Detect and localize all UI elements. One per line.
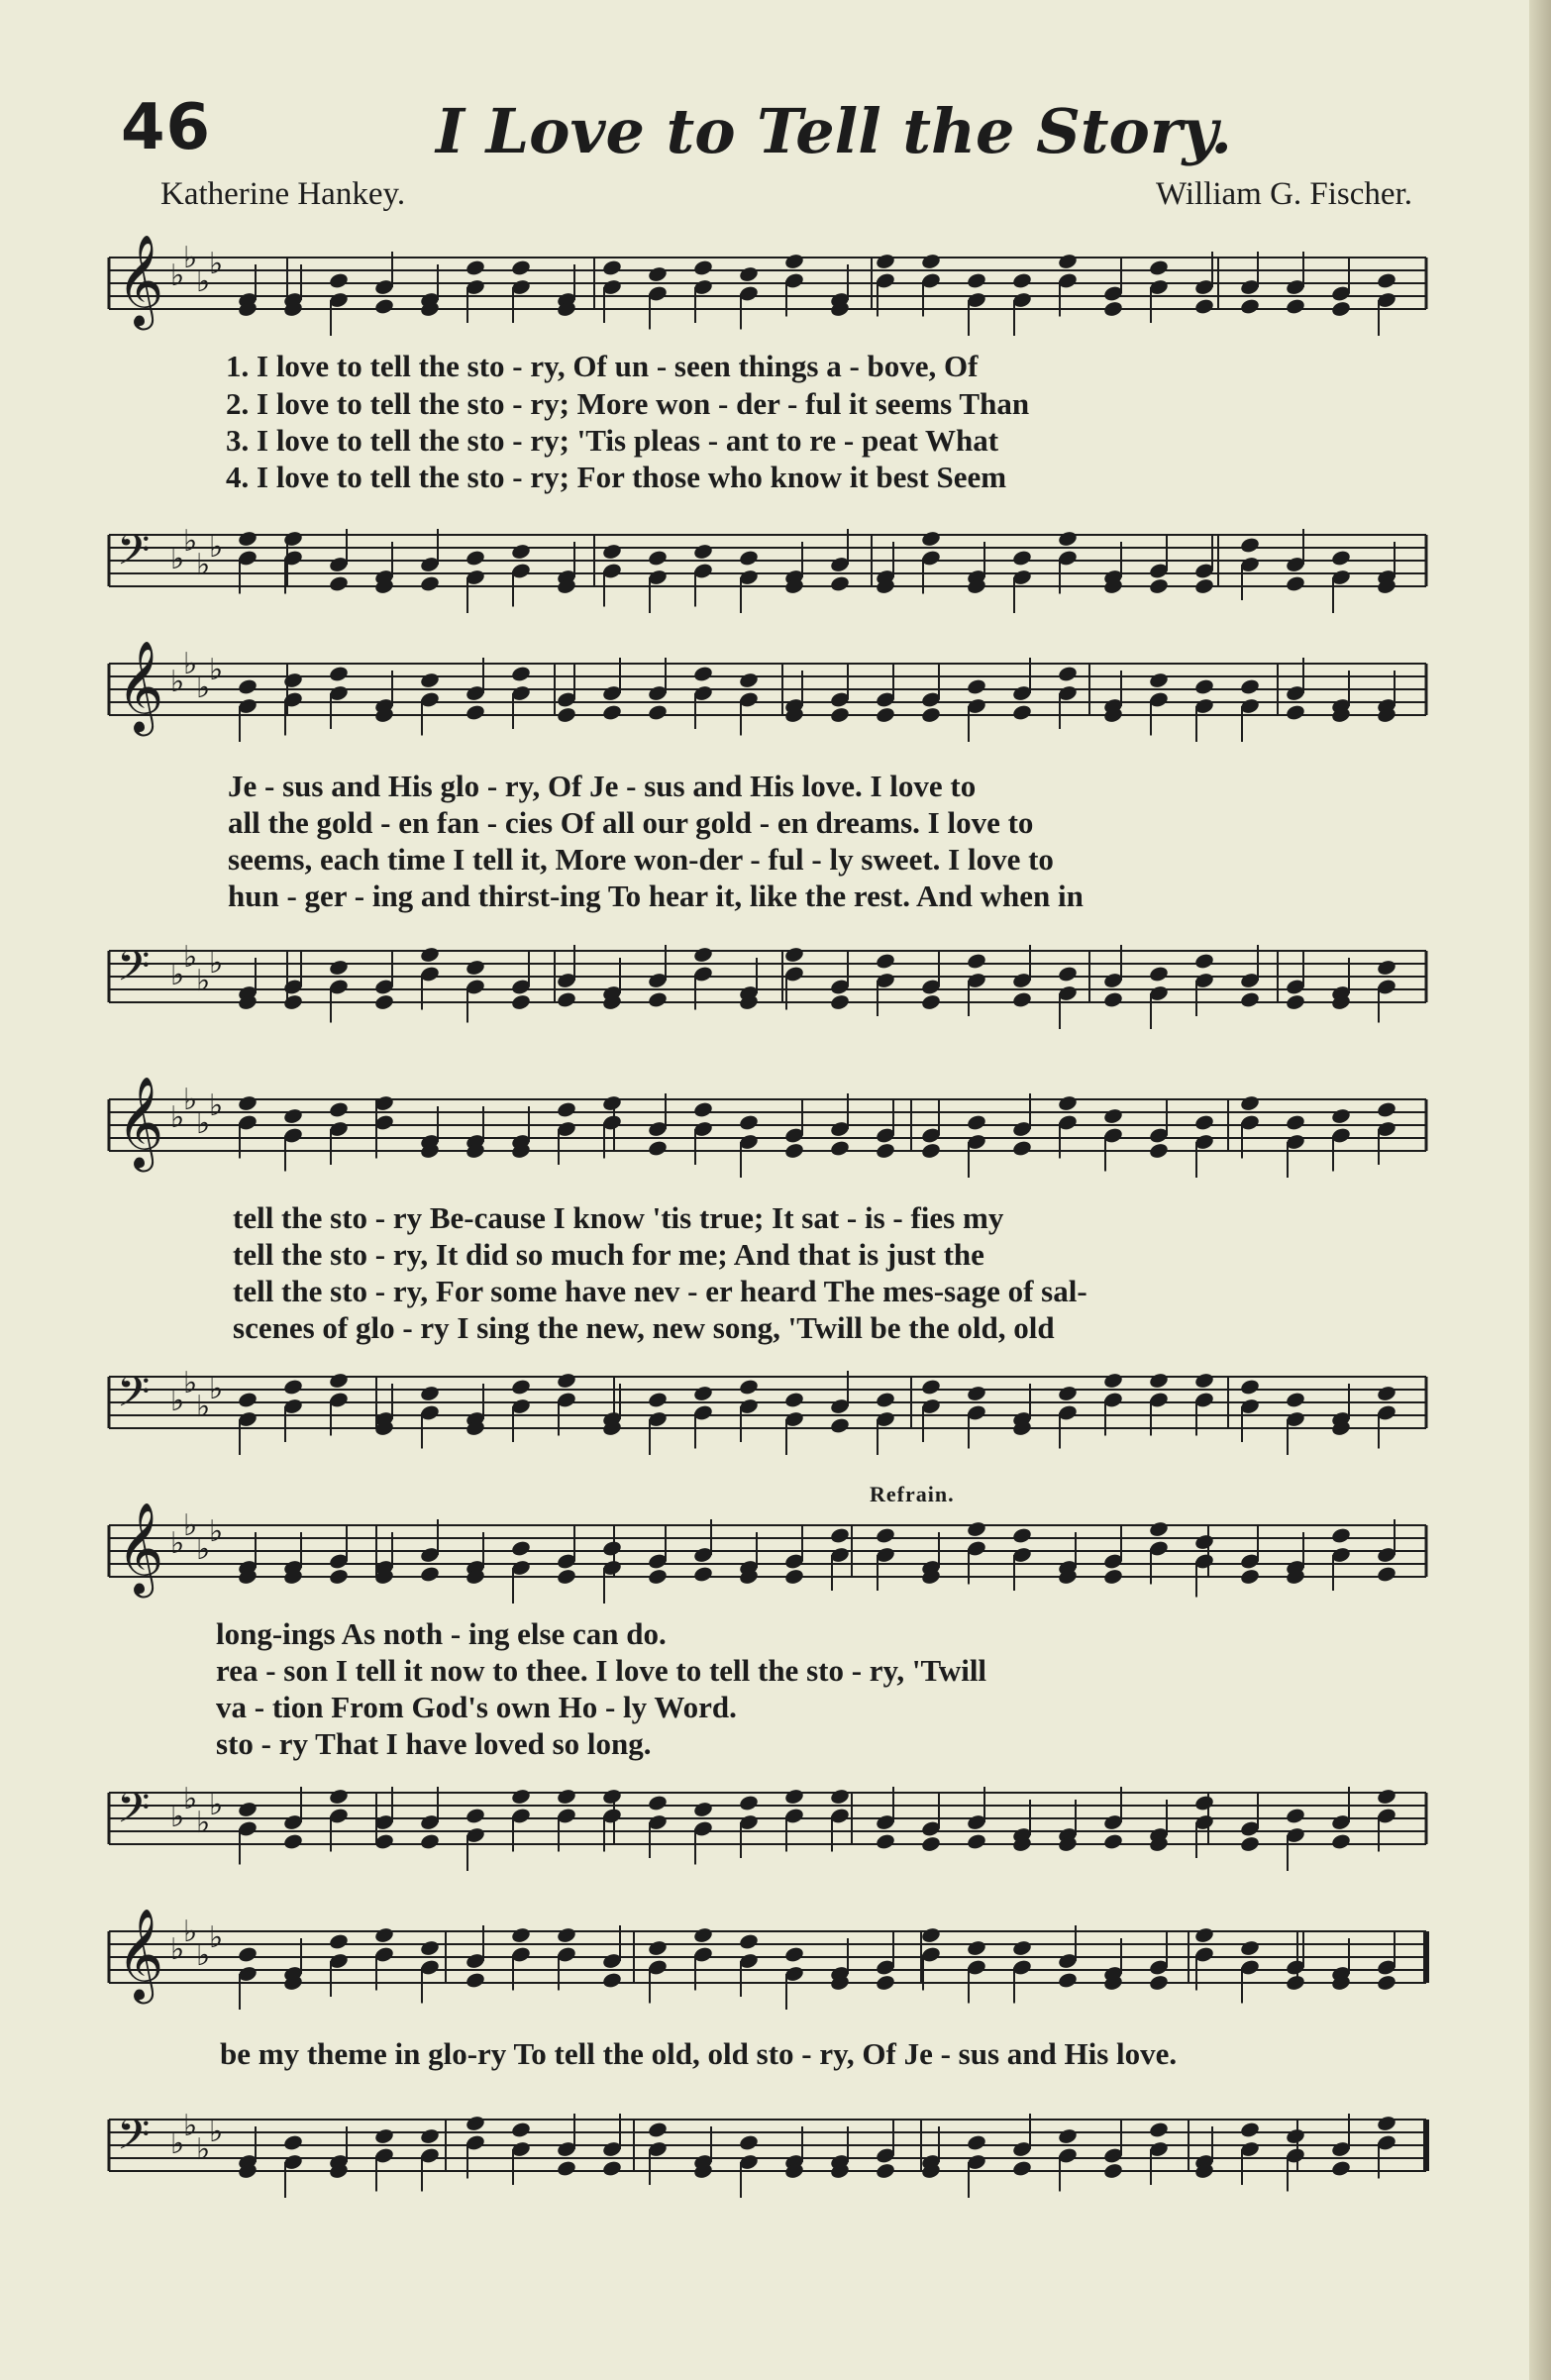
note-head: [1011, 1139, 1032, 1157]
note-head: [647, 1139, 668, 1157]
flat-sign-icon: ♭: [209, 530, 224, 565]
note-head: [556, 1100, 576, 1118]
note-head: [875, 1142, 895, 1160]
note-head: [1011, 703, 1032, 721]
note-head: [829, 1139, 850, 1157]
flat-sign-icon: ♭: [170, 259, 185, 293]
note-head: [556, 1568, 576, 1586]
note-head: [419, 1565, 440, 1583]
note-head: [328, 1100, 349, 1118]
note-head: [1285, 703, 1305, 721]
note-head: [783, 253, 804, 270]
note-head: [1376, 271, 1396, 289]
note-head: [282, 530, 303, 548]
note-head: [1102, 300, 1123, 318]
treble-staff-system-2: [0, 640, 1551, 753]
note-head: [237, 1094, 258, 1112]
note-head: [920, 1378, 941, 1396]
bass-staff-system-5: [0, 2090, 1551, 2219]
flat-sign-icon: ♭: [170, 1100, 185, 1135]
note-head: [1102, 990, 1123, 1008]
note-head: [1376, 959, 1396, 977]
hymn-title: I Love to Tell the Story.: [436, 95, 1233, 167]
note-head: [373, 993, 394, 1011]
bass-clef-icon: 𝄢: [117, 1368, 151, 1427]
note-head: [601, 543, 622, 561]
note-head: [510, 543, 531, 561]
note-head: [875, 1391, 895, 1408]
note-head: [1376, 1974, 1396, 1992]
note-head: [966, 2133, 986, 2151]
note-head: [1330, 300, 1351, 318]
treble-staff-system-5: [0, 1908, 1551, 2020]
flat-sign-icon: ♭: [209, 1372, 224, 1406]
note-head: [237, 677, 258, 695]
note-head: [465, 703, 485, 721]
note-head: [1057, 1385, 1078, 1402]
note-head: [1376, 1565, 1396, 1583]
note-head: [692, 1100, 713, 1118]
note-head: [510, 993, 531, 1011]
note-head: [1193, 1533, 1214, 1551]
note-head: [783, 946, 804, 964]
flat-sign-icon: ♭: [209, 1088, 224, 1123]
note-head: [1285, 1391, 1305, 1408]
note-head: [601, 259, 622, 276]
note-head: [1285, 1807, 1305, 1824]
note-head: [920, 1835, 941, 1853]
note-head: [373, 297, 394, 315]
bass-staff-system-2: [0, 921, 1551, 1050]
note-head: [966, 1939, 986, 1957]
note-head: [1376, 1385, 1396, 1402]
note-head: [1239, 1568, 1260, 1586]
note-head: [1239, 1835, 1260, 1853]
note-head: [328, 1932, 349, 1950]
note-head: [1193, 1372, 1214, 1390]
note-head: [1148, 577, 1169, 595]
note-head: [829, 574, 850, 592]
note-head: [966, 1385, 986, 1402]
note-head: [1330, 2159, 1351, 2177]
note-head: [738, 265, 759, 283]
flat-sign-icon: ♭: [170, 1800, 185, 1834]
flat-sign-icon: ♭: [209, 1514, 224, 1549]
flat-sign-icon: ♭: [170, 958, 185, 992]
lyric-verse-3-line-3: tell the sto - ry, For some have nev - er heard The mes-sage of sal-: [233, 1274, 1087, 1308]
note-head: [875, 253, 895, 270]
note-head: [829, 1788, 850, 1806]
note-head: [1239, 990, 1260, 1008]
note-head: [738, 1794, 759, 1811]
flat-sign-icon: ♭: [196, 1938, 211, 1973]
note-head: [1239, 297, 1260, 315]
lyric-verse-4-line-3: scenes of glo - ry I sing the new, new song, 'Twill be the old, old: [233, 1310, 1055, 1345]
lyric-verse-1-line-2: Je - sus and His glo - ry, Of Je - sus and His love. I love to: [228, 769, 977, 803]
note-head: [1148, 672, 1169, 689]
lyric-verse-4-line-4: sto - ry That I have loved so long.: [216, 1726, 652, 1761]
flat-sign-icon: ♭: [183, 940, 198, 975]
note-head: [783, 1142, 804, 1160]
note-head: [829, 706, 850, 724]
lyric-verse-3-line-4: va - tion From God's own Ho - ly Word.: [216, 1690, 737, 1724]
page-edge: [1529, 0, 1551, 2380]
note-head: [1011, 271, 1032, 289]
note-head: [601, 703, 622, 721]
note-head: [1285, 574, 1305, 592]
note-head: [510, 1539, 531, 1557]
note-head: [419, 672, 440, 689]
flat-sign-icon: ♭: [170, 665, 185, 699]
note-head: [738, 1932, 759, 1950]
note-head: [419, 574, 440, 592]
flat-sign-icon: ♭: [209, 1920, 224, 1955]
note-head: [1011, 549, 1032, 567]
note-head: [282, 1107, 303, 1125]
note-head: [1285, 1974, 1305, 1992]
author-credit: Katherine Hankey.: [160, 176, 406, 212]
note-head: [237, 1391, 258, 1408]
note-head: [1057, 530, 1078, 548]
bass-clef-icon: 𝄢: [117, 942, 151, 1001]
note-head: [692, 946, 713, 964]
note-head: [556, 706, 576, 724]
note-head: [875, 1974, 895, 1992]
note-head: [1148, 965, 1169, 983]
note-head: [875, 706, 895, 724]
lyric-verse-4-line-1: 4. I love to tell the sto - ry; For those who know it best Seem: [226, 460, 1007, 494]
note-head: [829, 993, 850, 1011]
note-head: [1011, 2159, 1032, 2177]
note-head: [875, 1526, 895, 1544]
note-head: [966, 1113, 986, 1131]
composer-credit: William G. Fischer.: [1156, 176, 1412, 212]
note-head: [738, 672, 759, 689]
note-head: [783, 1391, 804, 1408]
bass-staff-system-3: [0, 1347, 1551, 1476]
lyric-verse-2-line-3: tell the sto - ry, It did so much for me; And that is just the: [233, 1237, 984, 1272]
note-head: [966, 952, 986, 970]
note-head: [1330, 1832, 1351, 1850]
note-head: [1193, 297, 1214, 315]
note-head: [1011, 990, 1032, 1008]
note-head: [829, 1416, 850, 1434]
note-head: [282, 1378, 303, 1396]
flat-sign-icon: ♭: [196, 964, 211, 998]
lyric-refrain-line-5: be my theme in glo-ry To tell the old, old sto - ry, Of Je - sus and His love.: [220, 2036, 1178, 2071]
note-head: [783, 1788, 804, 1806]
note-head: [920, 1142, 941, 1160]
flat-sign-icon: ♭: [209, 653, 224, 687]
note-head: [966, 1832, 986, 1850]
note-head: [601, 1539, 622, 1557]
note-head: [966, 677, 986, 695]
note-head: [1239, 536, 1260, 554]
flat-sign-icon: ♭: [209, 1788, 224, 1822]
note-head: [328, 1788, 349, 1806]
note-head: [419, 1939, 440, 1957]
note-head: [465, 959, 485, 977]
note-head: [1057, 965, 1078, 983]
note-head: [328, 1568, 349, 1586]
flat-sign-icon: ♭: [196, 264, 211, 299]
note-head: [738, 1378, 759, 1396]
note-head: [1011, 1526, 1032, 1544]
note-head: [1057, 1971, 1078, 1989]
flat-sign-icon: ♭: [196, 548, 211, 582]
note-head: [829, 1526, 850, 1544]
flat-sign-icon: ♭: [183, 1914, 198, 1949]
note-head: [282, 2133, 303, 2151]
flat-sign-icon: ♭: [183, 1508, 198, 1543]
note-head: [282, 993, 303, 1011]
note-head: [1193, 1794, 1214, 1811]
note-head: [328, 1372, 349, 1390]
flat-sign-icon: ♭: [209, 247, 224, 281]
note-head: [419, 1385, 440, 1402]
note-head: [1330, 1526, 1351, 1544]
flat-sign-icon: ♭: [170, 1384, 185, 1418]
flat-sign-icon: ♭: [183, 647, 198, 681]
note-head: [556, 1926, 576, 1944]
lyric-verse-4-line-2: hun - ger - ing and thirst-ing To hear it, like the rest. And when in: [228, 879, 1084, 913]
note-head: [510, 2121, 531, 2138]
flat-sign-icon: ♭: [183, 1782, 198, 1816]
note-head: [647, 1794, 668, 1811]
note-head: [237, 1801, 258, 1818]
bass-clef-icon: 𝄢: [117, 526, 151, 585]
note-head: [328, 271, 349, 289]
flat-sign-icon: ♭: [183, 241, 198, 275]
note-head: [1057, 1094, 1078, 1112]
note-head: [692, 665, 713, 682]
note-head: [465, 549, 485, 567]
note-head: [419, 946, 440, 964]
note-head: [920, 253, 941, 270]
note-head: [920, 706, 941, 724]
lyric-verse-3-line-2: seems, each time I tell it, More won-der - ful - ly sweet. I love to: [228, 842, 1054, 877]
note-head: [1376, 1100, 1396, 1118]
note-head: [647, 703, 668, 721]
note-head: [237, 1945, 258, 1963]
hymn-number: 46: [121, 91, 212, 164]
note-head: [966, 1520, 986, 1538]
note-head: [1285, 993, 1305, 1011]
note-head: [556, 1372, 576, 1390]
treble-staff-system-4: [0, 1501, 1551, 1614]
note-head: [465, 259, 485, 276]
flat-sign-icon: ♭: [170, 542, 185, 576]
note-head: [373, 1926, 394, 1944]
note-head: [692, 259, 713, 276]
note-head: [1102, 1372, 1123, 1390]
note-head: [783, 1945, 804, 1963]
note-head: [1193, 577, 1214, 595]
note-head: [647, 1939, 668, 1957]
note-head: [920, 993, 941, 1011]
note-head: [601, 1971, 622, 1989]
note-head: [920, 530, 941, 548]
note-head: [738, 549, 759, 567]
note-head: [556, 2159, 576, 2177]
note-head: [692, 1926, 713, 1944]
note-head: [1239, 677, 1260, 695]
flat-sign-icon: ♭: [183, 2109, 198, 2143]
note-head: [1285, 297, 1305, 315]
note-head: [738, 1113, 759, 1131]
note-head: [1239, 2121, 1260, 2138]
note-head: [510, 665, 531, 682]
note-head: [1057, 2127, 1078, 2145]
note-head: [875, 2162, 895, 2180]
note-head: [465, 2115, 485, 2132]
note-head: [1285, 1113, 1305, 1131]
note-head: [510, 1788, 531, 1806]
note-head: [1239, 1378, 1260, 1396]
flat-sign-icon: ♭: [196, 671, 211, 705]
note-head: [328, 959, 349, 977]
note-head: [920, 1926, 941, 1944]
lyric-verse-1-line-1: 1. I love to tell the sto - ry, Of un - seen things a - bove, Of: [226, 349, 979, 383]
note-head: [419, 2127, 440, 2145]
note-head: [738, 2133, 759, 2151]
bass-clef-icon: 𝄢: [117, 1784, 151, 1843]
lyric-verse-2-line-2: all the gold - en fan - cies Of all our gold - en dreams. I love to: [228, 805, 1034, 840]
note-head: [647, 990, 668, 1008]
note-head: [647, 2121, 668, 2138]
flat-sign-icon: ♭: [183, 1366, 198, 1400]
note-head: [1057, 665, 1078, 682]
note-head: [328, 574, 349, 592]
note-head: [1239, 1939, 1260, 1957]
note-head: [1102, 1568, 1123, 1586]
bass-staff-system-4: [0, 1763, 1551, 1892]
note-head: [328, 665, 349, 682]
note-head: [692, 1385, 713, 1402]
flat-sign-icon: ♭: [196, 1390, 211, 1424]
lyric-verse-3-line-1: 3. I love to tell the sto - ry; 'Tis pleas - ant to re - peat What: [226, 423, 999, 458]
note-head: [1057, 253, 1078, 270]
flat-sign-icon: ♭: [183, 524, 198, 559]
note-head: [966, 271, 986, 289]
note-head: [1102, 1832, 1123, 1850]
treble-staff-system-1: [0, 234, 1551, 347]
note-head: [601, 1094, 622, 1112]
note-head: [1285, 2127, 1305, 2145]
note-head: [647, 1568, 668, 1586]
note-head: [1193, 952, 1214, 970]
note-head: [1376, 2115, 1396, 2132]
bass-clef-icon: 𝄢: [117, 2111, 151, 2170]
note-head: [692, 1801, 713, 1818]
note-head: [647, 549, 668, 567]
note-head: [1148, 1142, 1169, 1160]
lyric-verse-1-line-3: tell the sto - ry Be-cause I know 'tis true; It sat - is - fies my: [233, 1200, 1004, 1235]
flat-sign-icon: ♭: [196, 2132, 211, 2167]
note-head: [1011, 1939, 1032, 1957]
note-head: [647, 1391, 668, 1408]
note-head: [647, 265, 668, 283]
note-head: [465, 1807, 485, 1824]
note-head: [601, 2159, 622, 2177]
note-head: [692, 1565, 713, 1583]
note-head: [510, 1926, 531, 1944]
note-head: [1193, 677, 1214, 695]
note-head: [601, 1788, 622, 1806]
note-head: [510, 259, 531, 276]
note-head: [419, 1832, 440, 1850]
note-head: [373, 2127, 394, 2145]
note-head: [1102, 1107, 1123, 1125]
flat-sign-icon: ♭: [196, 1532, 211, 1567]
note-head: [1193, 1926, 1214, 1944]
flat-sign-icon: ♭: [170, 2126, 185, 2161]
note-head: [465, 1971, 485, 1989]
treble-clef-icon: 𝄞: [117, 234, 164, 326]
note-head: [875, 1832, 895, 1850]
note-head: [1148, 2121, 1169, 2138]
treble-clef-icon: 𝄞: [117, 1908, 164, 2000]
note-head: [692, 543, 713, 561]
flat-sign-icon: ♭: [183, 1083, 198, 1117]
flat-sign-icon: ♭: [209, 2115, 224, 2149]
refrain-label: Refrain.: [870, 1482, 955, 1506]
note-head: [237, 530, 258, 548]
treble-clef-icon: 𝄞: [117, 640, 164, 732]
note-head: [1148, 259, 1169, 276]
note-head: [875, 952, 895, 970]
lyric-verse-2-line-1: 2. I love to tell the sto - ry; More won - der - ful it seems Than: [226, 386, 1030, 421]
note-head: [510, 1378, 531, 1396]
note-head: [1148, 1372, 1169, 1390]
flat-sign-icon: ♭: [196, 1106, 211, 1141]
treble-staff-system-3: [0, 1076, 1551, 1189]
note-head: [1148, 1520, 1169, 1538]
note-head: [1239, 1094, 1260, 1112]
note-head: [282, 672, 303, 689]
flat-sign-icon: ♭: [209, 946, 224, 981]
treble-clef-icon: 𝄞: [117, 1076, 164, 1168]
lyric-verse-1-line-4: long-ings As noth - ing else can do.: [216, 1616, 667, 1651]
flat-sign-icon: ♭: [196, 1806, 211, 1840]
note-head: [1193, 1113, 1214, 1131]
note-head: [1330, 549, 1351, 567]
treble-clef-icon: 𝄞: [117, 1501, 164, 1594]
note-head: [282, 1832, 303, 1850]
note-head: [556, 1788, 576, 1806]
note-head: [1376, 1788, 1396, 1806]
bass-staff-system-1: [0, 505, 1551, 634]
lyric-verse-2-line-4: rea - son I tell it now to thee. I love to tell the sto - ry, 'Twill: [216, 1653, 987, 1688]
note-head: [1148, 1974, 1169, 1992]
flat-sign-icon: ♭: [170, 1526, 185, 1561]
note-head: [556, 990, 576, 1008]
note-head: [1330, 1107, 1351, 1125]
note-head: [1102, 2162, 1123, 2180]
flat-sign-icon: ♭: [170, 1932, 185, 1967]
note-head: [783, 1568, 804, 1586]
